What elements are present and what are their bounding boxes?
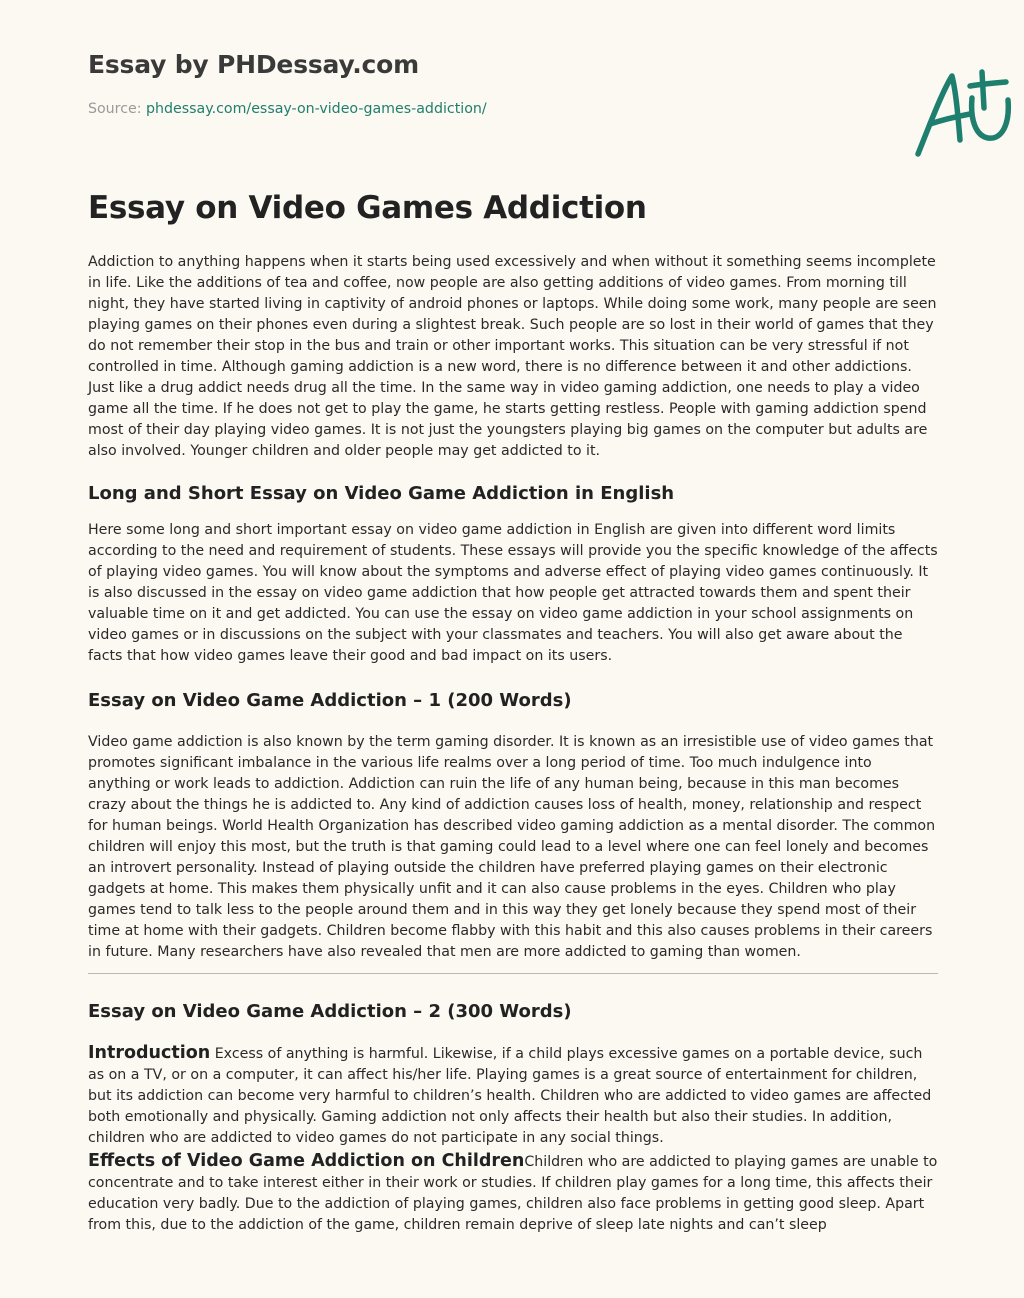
source-link[interactable]: phdessay.com/essay-on-video-games-addiction/ (146, 101, 487, 117)
essay-2-introduction (88, 1043, 938, 1149)
essay-2-heading: Essay on Video Game Addiction – 2 (300 Words) (88, 1001, 572, 1022)
introduction-label: Introduction (88, 1043, 211, 1063)
page-title: Essay on Video Games Addiction (88, 190, 647, 226)
essay-1-heading: Essay on Video Game Addiction – 1 (200 Words) (88, 690, 572, 711)
effects-label: Effects of Video Game Addiction on Children (88, 1151, 525, 1171)
source-label: Source: (88, 101, 142, 117)
a-plus-logo-icon (910, 64, 1020, 160)
source-line (88, 101, 487, 117)
section-heading-long-short: Long and Short Essay on Video Game Addiction in English (88, 483, 675, 504)
section-divider (88, 973, 938, 974)
section-paragraph-long-short: Here some long and short important essay on video game addiction in English are given into different word limits according to the need and requirement of students. These essays will provide you the specific knowledge of the affects of playing video games. You will know about the symptoms and adverse effect of playing video games continuously. It is also discussed in the essay on video game addiction that how people get attracted towards them and spent their valuable time on it and get addicted. You can use the essay on video game addiction in your school assignments on video games or in discussions on the subject with your classmates and teachers. You will also get aware about the facts that how video games leave their good and bad impact on its users. (88, 522, 938, 664)
essay-1-paragraph: Video game addiction is also known by the term gaming disorder. It is known as an irresistible use of video games that promotes significant imbalance in the various life realms over a long period of time. Too much indulgence into anything or work leads to addiction. Addiction can ruin the life of any human being, because in this man becomes crazy about the things he is addicted to. Any kind of addiction causes loss of health, money, relationship and respect for human beings. World Health Organization has described video gaming addiction as a mental disorder. The common children will enjoy this most, but the truth is that gaming could lead to a level where one can feel lonely and becomes an introvert personality. Instead of playing outside the children have preferred playing games on their electronic gadgets at home. This makes them physically unfit and it can also cause problems in the eyes. Children who play games tend to talk less to the people around them and in this way they get lonely because they spend most of their time at home with their gadgets. Children become flabby with this habit and this also causes problems in their careers in future. Many researchers have also revealed that men are more addicted to gaming than women. (88, 734, 936, 960)
essay-2-effects (88, 1151, 938, 1236)
introduction-text: Excess of anything is harmful. Likewise, if a child plays excessive games on a portable device, such as on a TV, or on a computer, it can affect his/her life. Playing games is a great source of entertainment for children, but its addiction can become very harmful to children’s health. Children who are addicted to video games are affected both emotionally and physically. Gaming addiction not only affects their health but also their studies. In addition, children who are addicted to video games do not participate in any social things. (88, 1046, 932, 1146)
page-fold-mask (0, 1252, 1024, 1298)
site-brand: Essay by PHDessay.com (88, 50, 419, 79)
effects-text: Children who are addicted to playing games are unable to concentrate and to take interest either in their work or studies. If children play games for a long time, this affects their education very badly. Due to the addiction of playing games, children also face problems in getting good sleep. Apart from this, due to the addiction of the game, children remain deprive of sleep late nights and can’t sleep (88, 1154, 938, 1233)
intro-paragraph: Addiction to anything happens when it starts being used excessively and when without it something seems incomplete in life. Like the additions of tea and coffee, now people are also getting additions of video games. From morning till night, they have started living in captivity of android phones or laptops. While doing some work, many people are seen playing games on their phones even during a slightest break. Such people are so lost in their world of games that they do not remember their stop in the bus and train or other important works. This situation can be very stressful if not controlled in time. Although gaming addiction is a new word, there is no difference between it and other addictions. Just like a drug addict needs drug all the time. In the same way in video gaming addiction, one needs to play a video game all the time. If he does not get to play the game, he starts getting restless. People with gaming addiction spend most of their day playing video games. It is not just the youngsters playing big games on the computer but adults are also involved. Younger children and older people may get addicted to it. (88, 254, 937, 459)
essay-body (88, 252, 938, 1236)
